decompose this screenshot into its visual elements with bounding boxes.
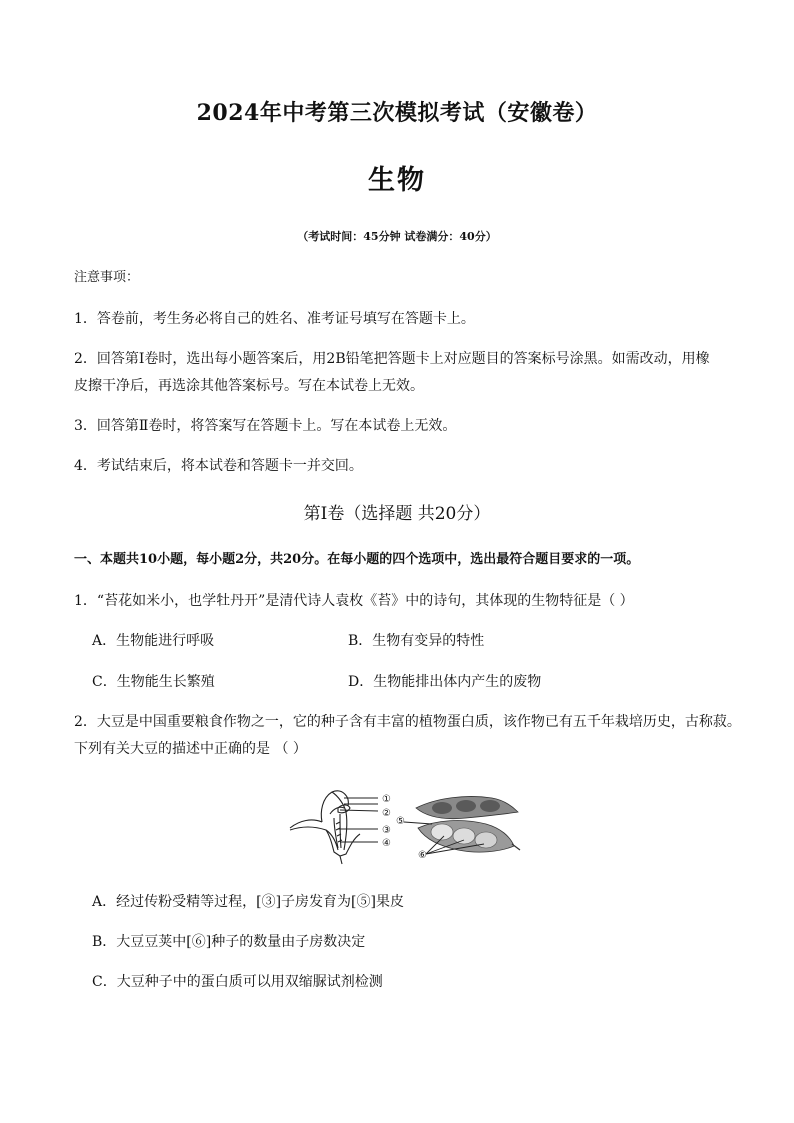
section-title: 第Ⅰ卷（选择题 共20分） [303,504,491,524]
question-1-stem: 1．“苔花如米小，也学牡丹开”是清代诗人袁枚《苔》中的诗句，其体现的生物特征是（ ） [74,593,634,609]
notes-item-3: 3．回答第Ⅱ卷时，将答案写在答题卡上。写在本试卷上无效。 [74,418,457,434]
question-1-option-a: A．生物能进行呼吸 [92,633,215,649]
exam-info: （考试时间：45分钟 试卷满分：40分） [297,230,497,243]
question-2-option-c: C．大豆种子中的蛋白质可以用双缩脲试剂检测 [92,974,383,990]
exam-title: 2024年中考第三次模拟考试（安徽卷） [196,100,598,126]
question-2-stem-line2: 下列有关大豆的描述中正确的是 （ ） [74,741,307,757]
figure-label-1: ① [382,794,391,805]
notes-item-4: 4．考试结束后，将本试卷和答题卡一并交回。 [74,458,363,474]
figure-label-3: ③ [382,825,391,836]
notes-item-1: 1．答卷前，考生务必将自己的姓名、准考证号填写在答题卡上。 [74,311,475,327]
section-instruction: 一、本题共10小题，每小题2分，共20分。在每小题的四个选项中，选出最符合题目要求的一项。 [74,552,640,567]
notes-heading: 注意事项： [74,270,140,285]
flower-drawing [290,791,360,864]
question-1-option-c: C．生物能生长繁殖 [92,674,215,690]
notes-item-2: 2．回答第Ⅰ卷时，选出每小题答案后，用2B铅笔把答题卡上对应题目的答案标号涂黑。如需改动，用橡 [74,351,710,367]
figure-label-5: ⑤ [396,816,405,827]
notes-item-2-cont: 皮擦干净后，再选涂其他答案标号。写在本试卷上无效。 [74,378,424,394]
figure-label-4: ④ [382,838,391,849]
question-2-option-b: B．大豆豆荚中[⑥]种子的数量由子房数决定 [92,934,366,950]
question-2-option-a: A．经过传粉受精等过程，[③]子房发育为[⑤]果皮 [92,894,404,910]
question-1-option-b: B．生物有变异的特性 [348,633,485,649]
figure-label-2: ② [382,808,391,819]
question-2-stem-line1: 2．大豆是中国重要粮食作物之一，它的种子含有丰富的植物蛋白质，该作物已有五千年栽培历史，古称菽。 [74,714,741,730]
figure-label-6: ⑥ [418,850,427,861]
subject-title: 生物 [368,165,426,196]
soybean-flower-pod-figure [286,784,522,868]
question-1-option-d: D．生物能排出体内产生的废物 [348,674,542,690]
